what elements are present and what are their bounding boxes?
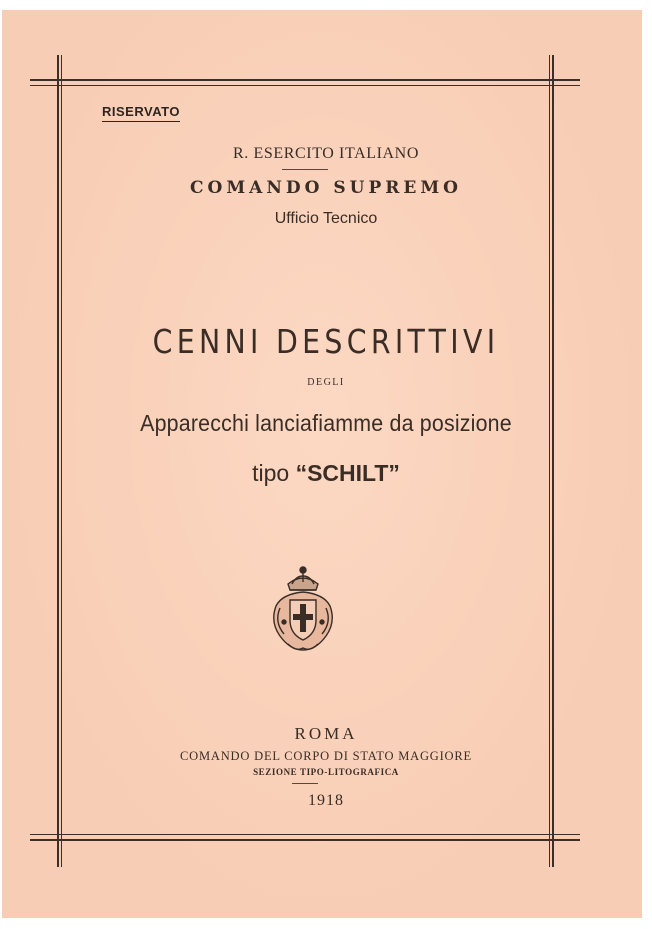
classification-label: RISERVATO bbox=[102, 104, 180, 122]
top-double-rule-a bbox=[30, 79, 580, 81]
command-heading: COMANDO SUPREMO bbox=[190, 178, 462, 198]
publisher-name: COMANDO DEL CORPO DI STATO MAGGIORE bbox=[180, 749, 472, 763]
bottom-double-rule-a bbox=[30, 834, 580, 835]
type-prefix: tipo bbox=[252, 460, 296, 486]
document-title: CENNI DESCRITTIVI bbox=[152, 322, 500, 361]
publication-year: 1918 bbox=[308, 792, 344, 809]
top-double-rule-b bbox=[30, 85, 580, 86]
office-heading: Ufficio Tecnico bbox=[274, 210, 378, 227]
army-heading: R. ESERCITO ITALIANO bbox=[233, 145, 419, 162]
document-type bbox=[0, 460, 652, 487]
bottom-double-rule-b bbox=[30, 839, 580, 841]
publisher-section: SEZIONE TIPO-LITOGRAFICA bbox=[253, 767, 399, 777]
title-connector: DEGLI bbox=[307, 377, 345, 388]
publication-city: ROMA bbox=[294, 724, 358, 743]
coat-of-arms-icon bbox=[266, 562, 340, 654]
type-name: “SCHILT” bbox=[295, 460, 400, 486]
heading-divider bbox=[282, 169, 328, 170]
document-subtitle: Apparecchi lanciafiamme da posizione bbox=[140, 410, 512, 436]
year-divider bbox=[292, 783, 318, 784]
